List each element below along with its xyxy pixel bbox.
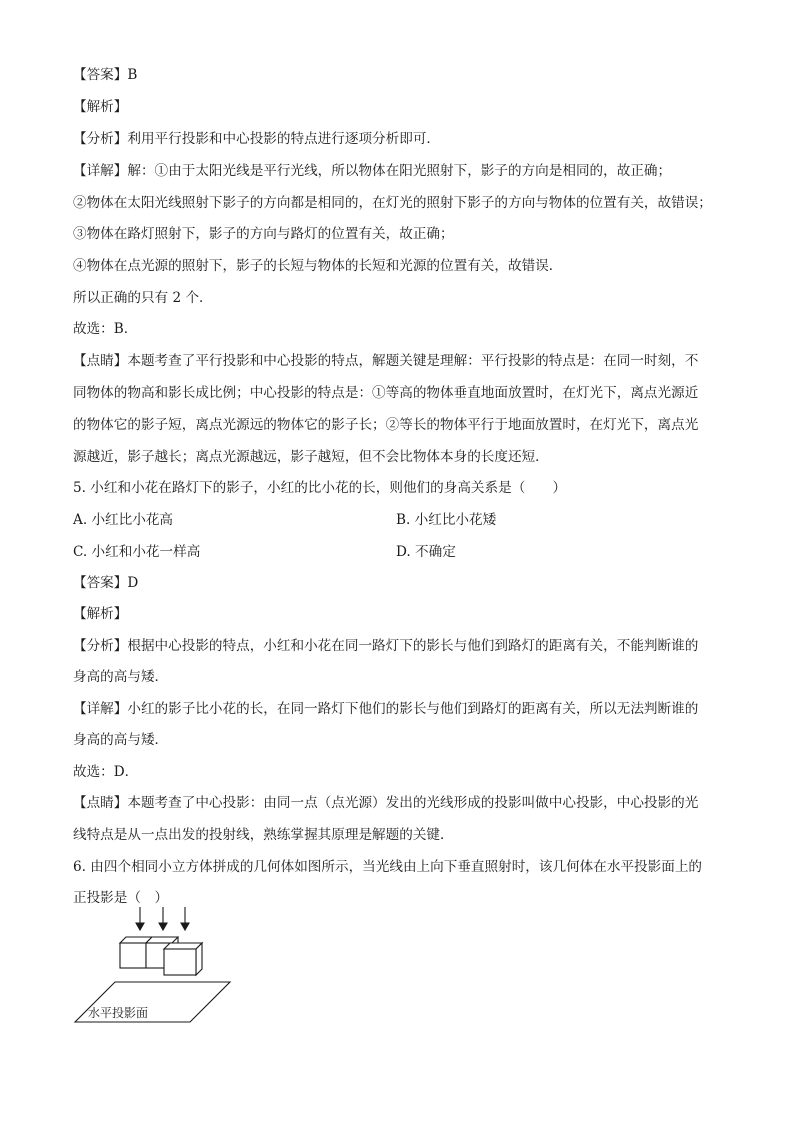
cube-projection-figure	[70, 905, 240, 1034]
comment-line: 【点睛】本题考查了平行投影和中心投影的特点，解题关键是理解：平行投影的特点是：在同一时刻，不	[73, 353, 699, 369]
solution-line: 【详解】小红的影子比小花的长，在同一路灯下他们的影长与他们到路灯的距离有关，所以无法判断谁的	[73, 701, 699, 717]
cube-figure-drawing	[70, 905, 240, 1030]
light-arrow-head	[136, 923, 144, 930]
solution-line: ④物体在点光源的照射下，影子的长短与物体的长短和光源的位置有关，故错误．	[73, 258, 563, 274]
question-6-stem: 6. 由四个相同小立方体拼成的几何体如图所示，当光线由上向下垂直照射时，该几何体在水平投影面上的	[73, 859, 703, 875]
comment-line: 【点睛】本题考查了中心投影：由同一点（点光源）发出的光线形成的投影叫做中心投影，中心投影的光	[73, 795, 699, 811]
solution-line: 所以正确的只有 2 个．	[73, 290, 213, 306]
cube-side-face	[196, 943, 202, 975]
comment-line: 同物体的物高和影长成比例；中心投影的特点是：①等高的物体垂直地面放置时，在灯光下，离点光源近	[73, 385, 699, 401]
solution-line: 身高的高与矮．	[73, 732, 169, 748]
option-c: C. 小红和小花一样高	[73, 544, 201, 560]
plane-label: 水平投影面	[88, 1006, 149, 1020]
choice-line: 故选：B．	[73, 321, 138, 337]
option-b: B. 小红比小花矮	[396, 512, 497, 528]
answer-label-4: 【答案】B	[73, 67, 138, 83]
light-arrow-head	[159, 923, 167, 930]
analysis-summary-4: 【分析】利用平行投影和中心投影的特点进行逐项分析即可．	[73, 131, 441, 147]
cube-front-face	[164, 949, 196, 975]
question-6-stem: 正投影是（ ）	[73, 890, 169, 906]
comment-line: 源越近，影子越长；离点光源越远，影子越短，但不会比物体本身的长度还短．	[73, 449, 549, 465]
cube-top-face	[146, 937, 178, 943]
answer-label-5: 【答案】D	[73, 575, 139, 591]
comment-line: 的物体它的影子短，离点光源远的物体它的影子长；②等长的物体平行于地面放置时，在灯光下，离点光	[73, 417, 699, 433]
solution-line: 【详解】解：①由于太阳光线是平行光线，所以物体在阳光照射下，影子的方向是相同的，故正确；	[73, 163, 672, 179]
question-5-stem: 5. 小红和小花在路灯下的影子，小红的比小花的长，则他们的身高关系是（ ）	[73, 480, 567, 496]
solution-line: ③物体在路灯照射下，影子的方向与路灯的位置有关，故正确；	[73, 226, 454, 242]
cube-front-face	[120, 943, 146, 968]
choice-line: 故选：D．	[73, 764, 139, 780]
analysis-label-4: 【解析】	[73, 99, 128, 115]
analysis-line: 身高的高与矮．	[73, 669, 169, 685]
option-d: D. 不确定	[396, 544, 456, 560]
light-arrow-head	[181, 923, 189, 930]
option-a: A. 小红比小花高	[73, 512, 174, 528]
analysis-line: 【分析】根据中心投影的特点，小红和小花在同一路灯下的影长与他们到路灯的距离有关，不能判断谁的	[73, 638, 699, 654]
analysis-label-5: 【解析】	[73, 606, 128, 622]
comment-line: 线特点是从一点出发的投射线，熟练掌握其原理是解题的关键．	[73, 827, 454, 843]
solution-line: ②物体在太阳光线照射下影子的方向都是相同的，在灯光的照射下影子的方向与物体的位置有关，故错误；	[73, 195, 712, 211]
